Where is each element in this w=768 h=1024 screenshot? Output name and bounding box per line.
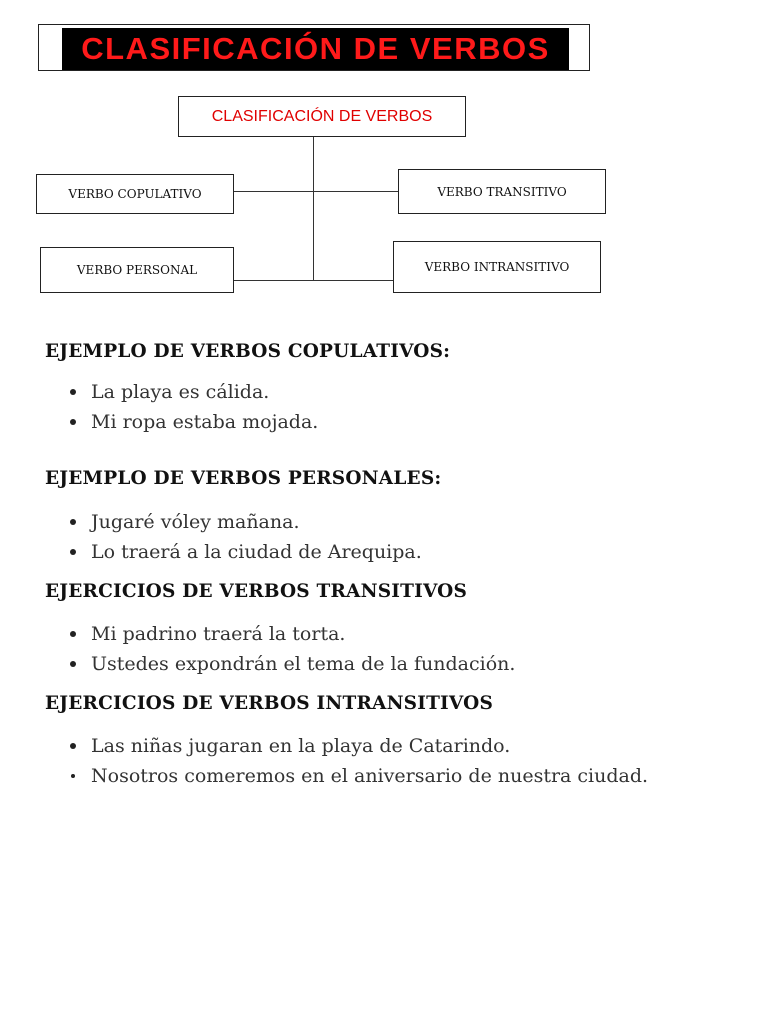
list-item: Lo traerá a la ciudad de Arequipa. [66,537,666,567]
list-copulativos [66,377,666,437]
list-item: Las niñas jugaran en la playa de Catarindo. [66,731,666,761]
section-heading-transitivos: EJERCICIOS DE VERBOS TRANSITIVOS [45,581,468,602]
diagram-root-box: CLASIFICACIÓN DE VERBOS [178,96,466,137]
section-heading-intransitivos: EJERCICIOS DE VERBOS INTRANSITIVOS [45,693,494,714]
list-item: Jugaré vóley mañana. [66,507,666,537]
section-heading-copulativos: EJEMPLO DE VERBOS COPULATIVOS: [45,341,451,362]
list-transitivos [66,619,666,679]
verbo-personal-box: VERBO PERSONAL [40,247,234,293]
list-item: Mi padrino traerá la torta. [66,619,666,649]
list-personales [66,507,666,567]
list-item: Mi ropa estaba mojada. [66,407,666,437]
connector-top [234,191,398,192]
section-heading-personales: EJEMPLO DE VERBOS PERSONALES: [45,468,442,489]
page-title: CLASIFICACIÓN DE VERBOS [62,28,569,70]
verbo-intransitivo-box: VERBO INTRANSITIVO [393,241,601,293]
list-item: Nosotros comeremos en el aniversario de nuestra ciudad. [66,761,666,791]
verbo-transitivo-box: VERBO TRANSITIVO [398,169,606,214]
list-item: La playa es cálida. [66,377,666,407]
connector-vertical [313,137,314,281]
verbo-copulativo-box: VERBO COPULATIVO [36,174,234,214]
list-item: Ustedes expondrán el tema de la fundación. [66,649,666,679]
list-intransitivos [66,731,666,791]
connector-bottom [234,280,394,281]
